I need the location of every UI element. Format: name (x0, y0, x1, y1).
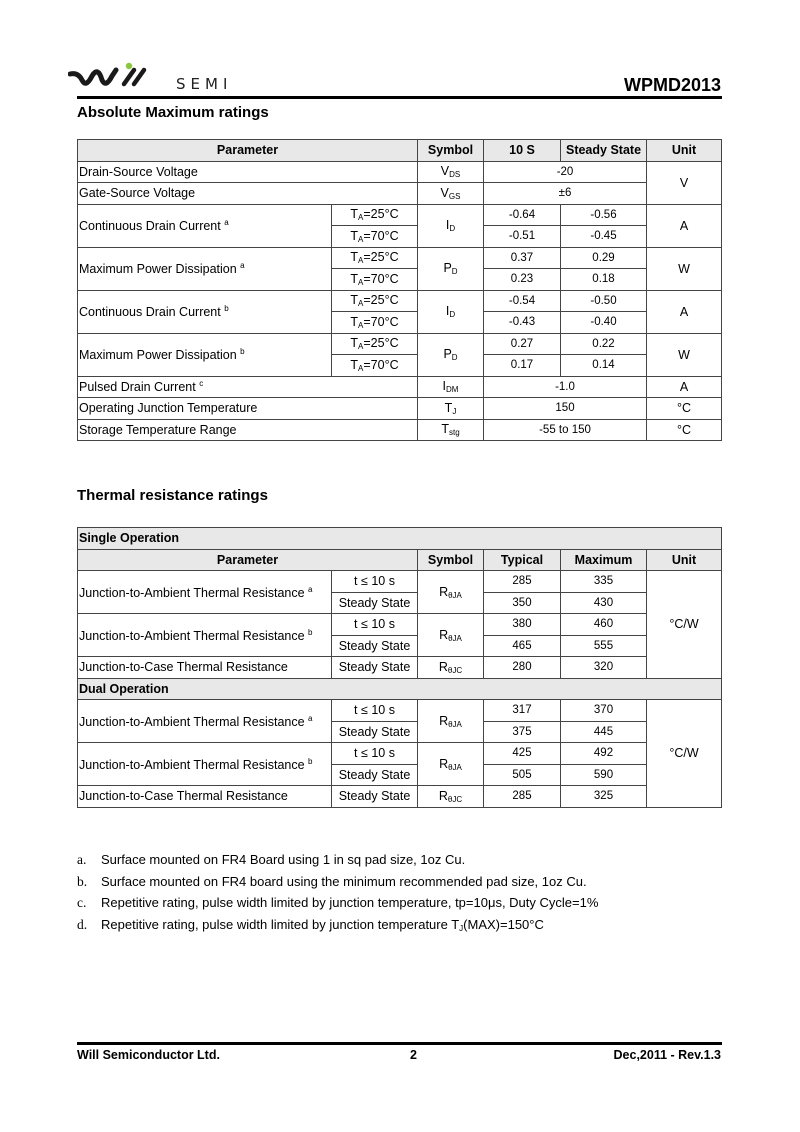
section-label: Dual Operation (78, 678, 722, 700)
value-steady: -0.45 (561, 226, 647, 248)
value-cell: -1.0 (484, 376, 647, 398)
text-fragment: Junction-to-Ambient Thermal Resistance (79, 585, 305, 600)
typical-cell: 285 (484, 571, 561, 593)
footnote-text (101, 917, 544, 939)
text-fragment: (MAX)=150°C (463, 916, 544, 932)
value-cell: ±6 (484, 183, 647, 205)
param-cell (78, 571, 332, 614)
param-cell: Gate-Source Voltage (78, 183, 418, 205)
condition-cell: t ≤ 10 s (332, 700, 418, 722)
text-fragment: T (350, 293, 359, 308)
symbol-cell (418, 743, 484, 786)
thermal-table (77, 527, 722, 808)
text-fragment: T (350, 271, 359, 286)
value-10s: -0.64 (484, 204, 561, 226)
footer-revision: Dec,2011 - Rev.1.3 (613, 1048, 721, 1062)
table-row (78, 571, 722, 593)
typical-cell: 285 (484, 786, 561, 808)
text-fragment: J (452, 406, 457, 416)
unit-cell: °C (647, 419, 722, 441)
text-fragment: θJC (447, 794, 463, 804)
param-cell: Operating Junction Temperature (78, 398, 418, 420)
text-fragment: b (308, 756, 313, 766)
maximum-cell: 445 (561, 721, 647, 743)
maximum-cell: 555 (561, 635, 647, 657)
param-cell (78, 743, 332, 786)
part-number: WPMD2013 (623, 75, 721, 95)
unit-cell: °C (647, 398, 722, 420)
text-fragment: θJC (447, 665, 463, 675)
text-fragment: T (350, 228, 359, 243)
value-10s: -0.43 (484, 312, 561, 334)
param-cell: Storage Temperature Range (78, 419, 418, 441)
text-fragment: P (443, 347, 452, 361)
table-row (78, 333, 722, 355)
text-fragment: P (443, 261, 452, 275)
footnote-label: a. (77, 852, 87, 867)
value-steady: 0.18 (561, 269, 647, 291)
text-fragment: Junction-to-Ambient Thermal Resistance (79, 628, 305, 643)
value-steady: 0.29 (561, 247, 647, 269)
header-rule (77, 96, 722, 99)
symbol-cell (418, 183, 484, 205)
section-label: Single Operation (78, 528, 722, 550)
param-cell: Junction-to-Case Thermal Resistance (78, 657, 332, 679)
table-row (78, 743, 722, 765)
symbol-cell (418, 333, 484, 376)
value-10s: 0.37 (484, 247, 561, 269)
table-row (78, 161, 722, 183)
text-fragment: a (224, 218, 229, 227)
condition-cell (332, 247, 418, 269)
table-row (78, 247, 722, 269)
text-fragment: a (308, 713, 313, 723)
text-fragment: T (350, 357, 359, 372)
footnote-b (77, 874, 598, 896)
condition-cell (332, 333, 418, 355)
symbol-cell (418, 398, 484, 420)
text-fragment: θJA (448, 590, 462, 600)
text-fragment: Repetitive rating, pulse width limited by junction temperature T (101, 916, 460, 932)
text-fragment: T (350, 207, 359, 222)
text-fragment: R (438, 659, 448, 674)
text-fragment: =25°C (363, 207, 399, 222)
text-fragment: =25°C (363, 336, 399, 351)
value-cell: -55 to 150 (484, 419, 647, 441)
abs-max-title: Absolute Maximum ratings (77, 104, 269, 121)
typical-cell: 425 (484, 743, 561, 765)
col-typical: Typical (484, 549, 561, 571)
unit-cell: A (647, 376, 722, 398)
text-fragment: A (358, 277, 364, 287)
text-fragment: Junction-to-Ambient Thermal Resistance (79, 757, 305, 772)
text-fragment: J (459, 923, 464, 933)
value-10s: 0.17 (484, 355, 561, 377)
text-fragment: b (224, 304, 229, 313)
text-fragment: D (449, 310, 456, 319)
text-fragment: A (358, 299, 364, 309)
text-fragment: R (439, 713, 449, 728)
typical-cell: 280 (484, 657, 561, 679)
text-fragment: I (445, 304, 450, 318)
text-fragment: Junction-to-Ambient Thermal Resistance (79, 714, 305, 729)
text-fragment: T (350, 250, 359, 265)
unit-cell: W (647, 333, 722, 376)
condition-cell (332, 226, 418, 248)
text-fragment: a (240, 261, 245, 270)
footnote-text: Surface mounted on FR4 Board using 1 in sq pad size, 1oz Cu. (101, 852, 466, 867)
symbol-cell (418, 614, 484, 657)
unit-cell: A (647, 290, 722, 333)
table-row (78, 290, 722, 312)
footnote-a (77, 852, 598, 874)
col-maximum: Maximum (561, 549, 647, 571)
logo-slash-2 (134, 70, 144, 84)
table-header-row (78, 549, 722, 571)
text-fragment: =70°C (363, 271, 399, 286)
typical-cell: 505 (484, 764, 561, 786)
text-fragment: V (440, 164, 450, 179)
text-fragment: GS (448, 191, 461, 201)
symbol-cell (418, 700, 484, 743)
table-row (78, 204, 722, 226)
text-fragment: T (441, 422, 449, 437)
condition-cell (332, 269, 418, 291)
text-fragment: I (442, 379, 447, 394)
symbol-cell (418, 657, 484, 679)
text-fragment: D (451, 267, 458, 276)
text-fragment: θJA (448, 719, 462, 729)
condition-cell: Steady State (332, 635, 418, 657)
text-fragment: A (358, 342, 364, 352)
text-fragment: stg (448, 428, 460, 438)
symbol-cell (418, 786, 484, 808)
logo-slash-1 (124, 70, 134, 84)
text-fragment: b (308, 627, 313, 637)
text-fragment: =70°C (363, 228, 399, 243)
text-fragment: R (439, 756, 449, 771)
footnote-text: Surface mounted on FR4 board using the minimum recommended pad size, 1oz Cu. (101, 873, 587, 889)
table-row (78, 183, 722, 205)
table-row (78, 398, 722, 420)
value-steady: 0.22 (561, 333, 647, 355)
condition-cell: Steady State (332, 786, 418, 808)
value-steady: 0.14 (561, 355, 647, 377)
text-fragment: Maximum Power Dissipation (79, 348, 237, 362)
col-parameter: Parameter (78, 549, 418, 571)
footer-company: Will Semiconductor Ltd. (77, 1048, 220, 1062)
param-cell: Junction-to-Case Thermal Resistance (78, 786, 332, 808)
thermal-title: Thermal resistance ratings (77, 487, 268, 504)
text-fragment: θJA (448, 762, 462, 772)
unit-cell: °C/W (647, 571, 722, 679)
unit-cell: A (647, 204, 722, 247)
condition-cell (332, 355, 418, 377)
condition-cell: Steady State (332, 764, 418, 786)
param-cell (78, 614, 332, 657)
typical-cell: 350 (484, 592, 561, 614)
col-symbol: Symbol (418, 549, 484, 571)
text-fragment: Pulsed Drain Current (79, 380, 196, 395)
param-cell (78, 290, 332, 333)
condition-cell (332, 290, 418, 312)
col-steady-state: Steady State (561, 140, 647, 162)
section-row-single (78, 528, 722, 550)
value-steady: -0.40 (561, 312, 647, 334)
text-fragment: A (358, 320, 364, 330)
table-row (78, 700, 722, 722)
col-10s: 10 S (484, 140, 561, 162)
text-fragment: =25°C (363, 250, 399, 265)
param-cell (78, 247, 332, 290)
maximum-cell: 430 (561, 592, 647, 614)
text-fragment: T (350, 336, 359, 351)
typical-cell: 375 (484, 721, 561, 743)
symbol-cell (418, 161, 484, 183)
condition-cell: Steady State (332, 721, 418, 743)
text-fragment: D (449, 224, 456, 233)
text-fragment: DS (449, 170, 461, 180)
maximum-cell: 590 (561, 764, 647, 786)
value-cell: 150 (484, 398, 647, 420)
maximum-cell: 370 (561, 700, 647, 722)
text-fragment: D (451, 353, 458, 362)
abs-max-table (77, 139, 722, 441)
text-fragment: Maximum Power Dissipation (79, 262, 237, 276)
value-10s: -0.54 (484, 290, 561, 312)
page-number: 2 (410, 1048, 417, 1062)
value-10s: -0.51 (484, 226, 561, 248)
param-cell (78, 333, 332, 376)
text-fragment: T (350, 314, 359, 329)
unit-cell: W (647, 247, 722, 290)
col-symbol: Symbol (418, 140, 484, 162)
text-fragment: R (439, 584, 449, 599)
footnote-text: Repetitive rating, pulse width limited by junction temperature, tp=10μs, Duty Cycle=1% (101, 895, 599, 910)
logo-text: SEMI (176, 75, 233, 93)
symbol-cell (418, 376, 484, 398)
text-fragment: Continuous Drain Current (79, 219, 221, 233)
section-row-dual (78, 678, 722, 700)
footnote-label: b. (77, 873, 88, 889)
param-cell (78, 700, 332, 743)
symbol-cell (418, 571, 484, 614)
text-fragment: =70°C (363, 314, 399, 329)
col-unit: Unit (647, 140, 722, 162)
typical-cell: 317 (484, 700, 561, 722)
footnote-label: d. (77, 916, 88, 932)
footnotes (77, 852, 598, 938)
param-cell (78, 204, 332, 247)
value-10s: 0.27 (484, 333, 561, 355)
symbol-cell (418, 247, 484, 290)
text-fragment: T (444, 400, 453, 415)
value-steady: -0.56 (561, 204, 647, 226)
param-cell: Drain-Source Voltage (78, 161, 418, 183)
symbol-cell (418, 204, 484, 247)
table-row (78, 786, 722, 808)
text-fragment: =25°C (363, 293, 399, 308)
param-cell (78, 376, 418, 398)
text-fragment: I (445, 218, 450, 232)
footnote-d (77, 917, 598, 939)
typical-cell: 465 (484, 635, 561, 657)
condition-cell: t ≤ 10 s (332, 571, 418, 593)
value-10s: 0.23 (484, 269, 561, 291)
col-unit: Unit (647, 549, 722, 571)
text-fragment: R (438, 788, 448, 803)
text-fragment: b (240, 347, 245, 356)
text-fragment: R (439, 627, 449, 642)
condition-cell (332, 204, 418, 226)
text-fragment: A (358, 256, 364, 266)
text-fragment: a (308, 584, 313, 594)
text-fragment: A (358, 213, 364, 223)
condition-cell: Steady State (332, 592, 418, 614)
table-row (78, 419, 722, 441)
table-row (78, 657, 722, 679)
text-fragment: A (358, 363, 364, 373)
symbol-cell (418, 419, 484, 441)
maximum-cell: 492 (561, 743, 647, 765)
maximum-cell: 460 (561, 614, 647, 636)
text-fragment: θJA (448, 633, 462, 643)
condition-cell: t ≤ 10 s (332, 614, 418, 636)
text-fragment: c (199, 379, 204, 389)
maximum-cell: 335 (561, 571, 647, 593)
text-fragment: =70°C (363, 357, 399, 372)
footnote-c (77, 895, 598, 917)
condition-cell: t ≤ 10 s (332, 743, 418, 765)
footnote-label: c. (77, 895, 87, 910)
footer-rule (77, 1042, 722, 1045)
symbol-cell (418, 290, 484, 333)
text-fragment: A (358, 234, 364, 244)
logo-wave (70, 70, 116, 83)
unit-cell: V (647, 161, 722, 204)
condition-cell: Steady State (332, 657, 418, 679)
typical-cell: 380 (484, 614, 561, 636)
table-header-row (78, 140, 722, 162)
maximum-cell: 320 (561, 657, 647, 679)
condition-cell (332, 312, 418, 334)
text-fragment: DM (446, 385, 459, 395)
table-row (78, 614, 722, 636)
text-fragment: V (440, 185, 449, 200)
col-parameter: Parameter (78, 140, 418, 162)
value-steady: -0.50 (561, 290, 647, 312)
maximum-cell: 325 (561, 786, 647, 808)
text-fragment: Continuous Drain Current (79, 305, 221, 319)
unit-cell: °C/W (647, 700, 722, 808)
value-cell: -20 (484, 161, 647, 183)
table-row (78, 376, 722, 398)
logo-dot (126, 63, 132, 69)
